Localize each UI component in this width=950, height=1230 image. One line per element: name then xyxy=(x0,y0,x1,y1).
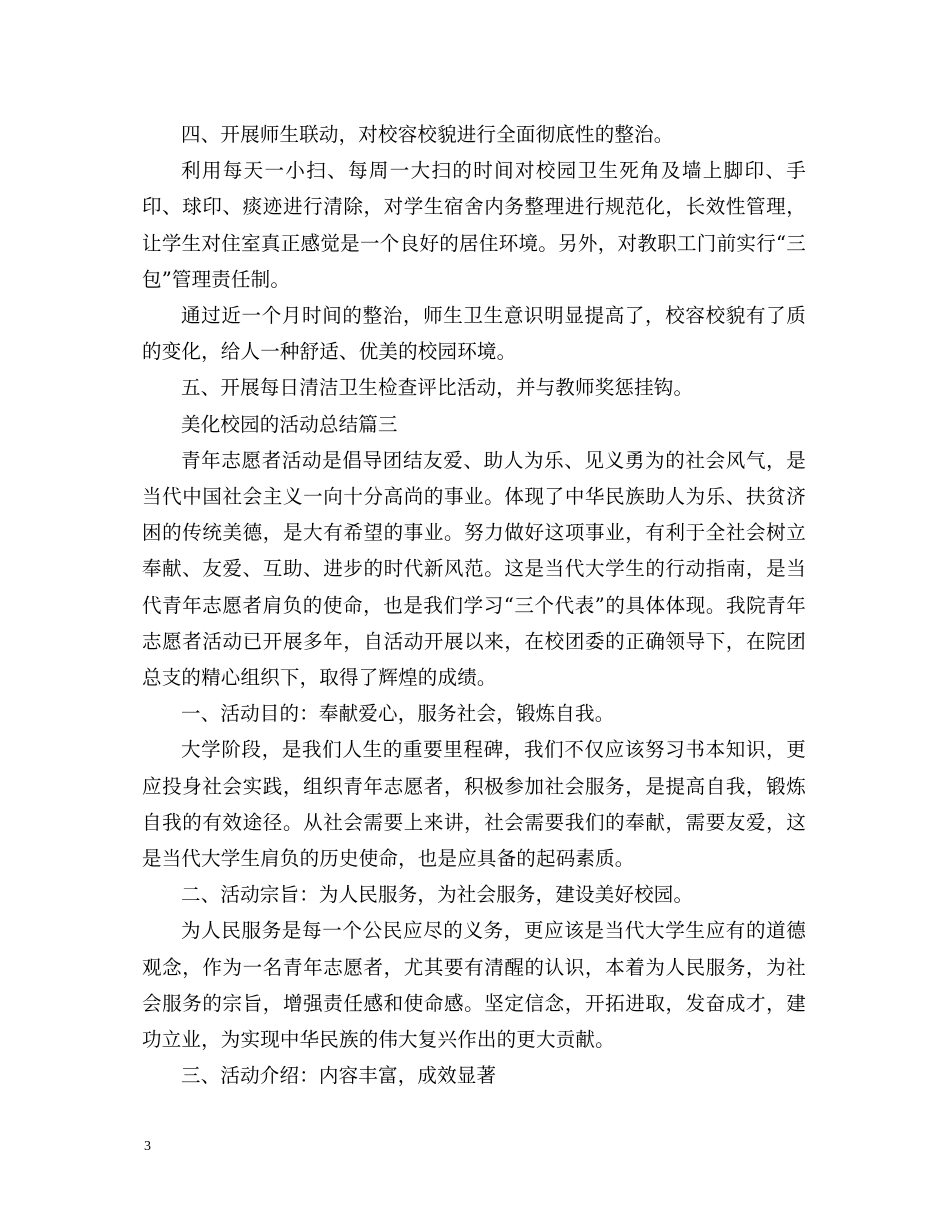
paragraph: 四、开展师生联动，对校容校貌进行全面彻底性的整治。 xyxy=(181,123,674,146)
paragraph: 一、活动目的：奉献爱心，服务社会，锻炼自我。 xyxy=(181,702,615,726)
paragraph: 青年志愿者活动是倡导团结友爱、助人为乐、见义勇为的社会风气，是当代中国社会主义一向十分高尚的事业。体现了中华民族助人为乐、扶贫济困的传统美德，是大有希望的事业。努力做好这项事业，有利于全社会树立奉献、友爱、互助、进步的时代新风范。这是当代大学生的行动指南，是当代青年志愿者肩负的使命，也是我们学习“三个代表”的具体体现。我院青年志愿者活动已开展多年，自活动开展以来，在校团委的正确领导下，在院团总支的精心组织下，取得了辉煌的成绩。 xyxy=(142,448,806,690)
page-number: 3 xyxy=(144,1139,151,1154)
paragraph: 利用每天一小扫、每周一大扫的时间对校园卫生死角及墙上脚印、手印、球印、痰迹进行清除，对学生宿舍内务整理进行规范化，长效性管理，让学生对住室真正感觉是一个良好的居住环境。另外，对教职工门前实行“三包”管理责任制。 xyxy=(142,159,806,291)
paragraph: 五、开展每日清洁卫生检查评比活动，并与教师奖惩挂钩。 xyxy=(181,376,694,400)
paragraph: 通过近一个月时间的整治，师生卫生意识明显提高了，校容校貌有了质的变化，给人一种舒适、优美的校园环境。 xyxy=(142,304,806,364)
document-body xyxy=(142,117,806,1094)
paragraph: 大学阶段，是我们人生的重要里程碑，我们不仅应该努习书本知识，更应投身社会实践，组织青年志愿者，积极参加社会服务，是提高自我，锻炼自我的有效途径。从社会需要上来讲，社会需要我们的奉献，需要友爱，这是当代大学生肩负的历史使命，也是应具备的起码素质。 xyxy=(142,738,806,871)
paragraph: 三、活动介绍：内容丰富，成效显著 xyxy=(181,1064,497,1088)
section-heading: 美化校园的活动总结篇三 xyxy=(181,412,398,436)
paragraph: 二、活动宗旨：为人民服务，为社会服务，建设美好校园。 xyxy=(181,883,694,907)
paragraph: 为人民服务是每一个公民应尽的义务，更应该是当代大学生应有的道德观念，作为一名青年志愿者，尤其要有清醒的认识，本着为人民服务，为社会服务的宗旨，增强责任感和使命感。坚定信念，开拓进取，发奋成才，建功立业，为实现中华民族的伟大复兴作出的更大贡献。 xyxy=(142,919,806,1052)
